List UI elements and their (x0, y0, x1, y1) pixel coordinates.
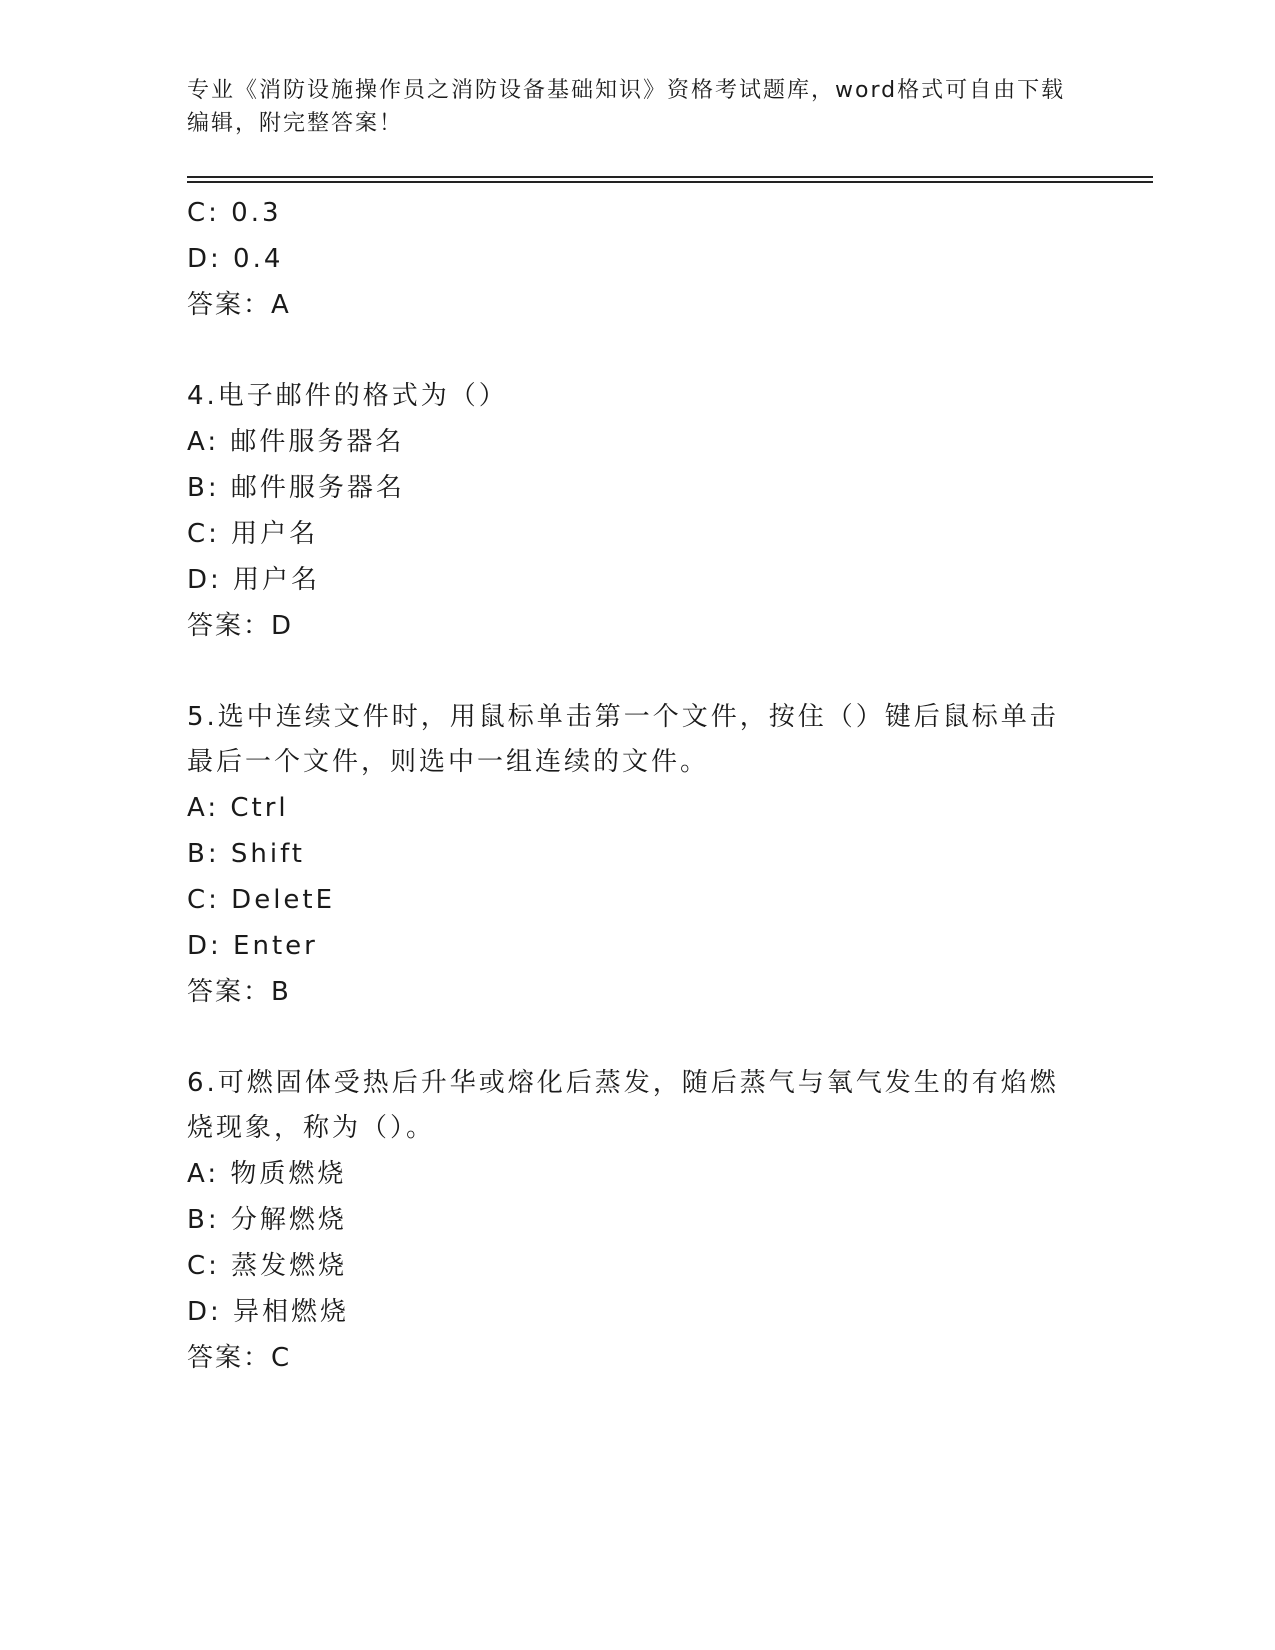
option-a: A: 邮件服务器名 (187, 427, 405, 457)
partial-question (187, 190, 1067, 328)
option-b: B: Shift (187, 839, 305, 869)
page-header: 专业《消防设施操作员之消防设备基础知识》资格考试题库，word格式可自由下载编辑，附完整答案！ (187, 78, 1066, 136)
question-text: 5.选中连续文件时，用鼠标单击第一个文件，按住（）键后鼠标单击最后一个文件，则选中一组连续的文件。 (187, 702, 1059, 777)
option-d: D: 0.4 (187, 244, 284, 274)
question-list (187, 190, 1067, 1381)
option-c: C: DeletE (187, 885, 336, 915)
option-b: B: 分解燃烧 (187, 1205, 347, 1235)
question-4 (187, 374, 1067, 649)
question-5 (187, 695, 1067, 1015)
answer: 答案：B (187, 977, 291, 1007)
answer: 答案：C (187, 1343, 292, 1373)
option-a: A: Ctrl (187, 793, 289, 823)
question-text: 6.可燃固体受热后升华或熔化后蒸发，随后蒸气与氧气发生的有焰燃烧现象，称为（）。 (187, 1068, 1059, 1143)
answer: 答案：D (187, 611, 294, 641)
option-d: D: Enter (187, 931, 318, 961)
spacer (187, 1015, 1067, 1061)
option-c: C: 用户名 (187, 519, 319, 549)
header-rule-top (187, 176, 1153, 178)
answer: 答案：A (187, 290, 291, 320)
option-b: B: 邮件服务器名 (187, 473, 405, 503)
option-c: C: 0.3 (187, 198, 282, 228)
header-rule-bottom (187, 181, 1153, 183)
option-d: D: 异相燃烧 (187, 1297, 350, 1327)
spacer (187, 649, 1067, 695)
option-d: D: 用户名 (187, 565, 321, 595)
option-a: A: 物质燃烧 (187, 1159, 347, 1189)
option-c: C: 蒸发燃烧 (187, 1251, 348, 1281)
question-6 (187, 1061, 1067, 1381)
spacer (187, 328, 1067, 374)
question-text: 4.电子邮件的格式为（） (187, 381, 508, 411)
